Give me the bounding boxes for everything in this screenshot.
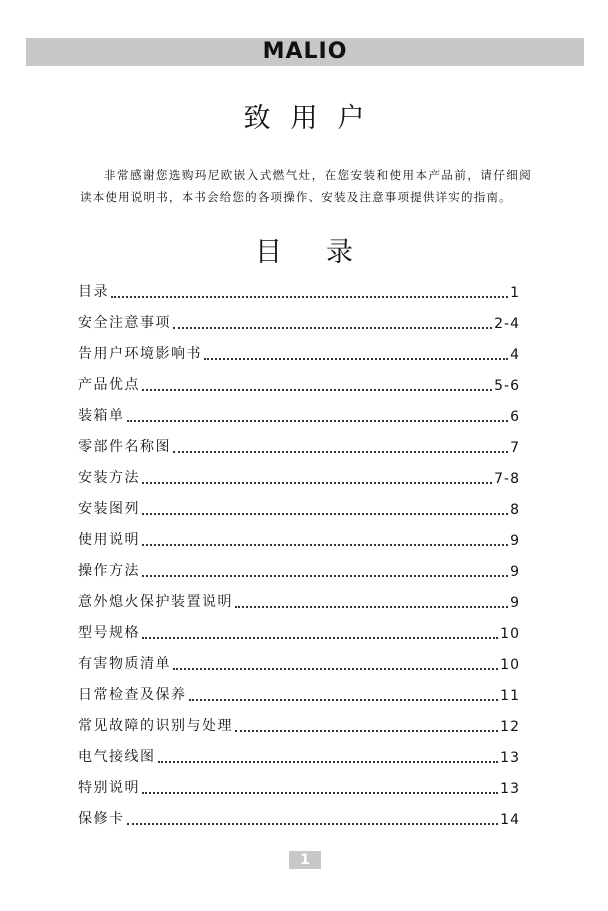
dot-leader [127, 823, 499, 825]
dot-leader [142, 637, 498, 639]
dot-leader [158, 761, 499, 763]
intro-paragraph: 非常感谢您选购玛尼欧嵌入式燃气灶，在您安装和使用本产品前，请仔细阅读本使用说明书，本书会给您的各项操作、安装及注意事项提供详实的指南。 [80, 168, 532, 204]
toc-entry-page: 10 [500, 657, 520, 673]
toc-entry-page: 13 [500, 750, 520, 766]
toc-entry-title: 安装图列 [78, 501, 140, 517]
toc-entry-title: 装箱单 [78, 408, 125, 424]
dot-leader [142, 482, 492, 484]
dot-leader [235, 730, 498, 732]
toc-entry-title: 电气接线图 [78, 749, 156, 765]
toc-entry[interactable] [78, 518, 520, 549]
toc-entry-title: 型号规格 [78, 625, 140, 641]
dot-leader [204, 358, 508, 360]
toc-entry-page: 14 [500, 812, 520, 828]
toc-entry-page: 5-6 [494, 378, 520, 394]
toc-entry-page: 12 [500, 719, 520, 735]
toc-entry-title: 告用户环境影响书 [78, 346, 202, 362]
dot-leader [142, 513, 508, 515]
toc-entry-title: 目录 [78, 284, 109, 300]
dot-leader [173, 451, 508, 453]
dot-leader [142, 544, 508, 546]
toc-entry[interactable] [78, 797, 520, 828]
toc-entry-title: 日常检查及保养 [78, 687, 187, 703]
toc-entry[interactable] [78, 642, 520, 673]
dot-leader [235, 606, 508, 608]
toc-entry-page: 13 [500, 781, 520, 797]
dot-leader [173, 668, 498, 670]
toc-entry[interactable] [78, 735, 520, 766]
toc-entry-title: 使用说明 [78, 532, 140, 548]
toc-entry[interactable] [78, 394, 520, 425]
dot-leader [142, 575, 508, 577]
brand-logo: MALIO [262, 39, 348, 64]
toc-entry[interactable] [78, 301, 520, 332]
header-bar [26, 38, 584, 66]
toc-entry[interactable] [78, 487, 520, 518]
toc-entry-title: 特别说明 [78, 780, 140, 796]
dot-leader [173, 327, 492, 329]
toc-entry[interactable] [78, 704, 520, 735]
toc-entry-title: 安全注意事项 [78, 315, 171, 331]
toc-entry-title: 保修卡 [78, 811, 125, 827]
toc-entry[interactable] [78, 363, 520, 394]
dot-leader [142, 389, 492, 391]
toc-entry[interactable] [78, 580, 520, 611]
toc-entry[interactable] [78, 673, 520, 704]
toc-entry[interactable] [78, 549, 520, 580]
toc-entry[interactable] [78, 766, 520, 797]
toc-entry[interactable] [78, 425, 520, 456]
toc-entry-page: 11 [500, 688, 520, 704]
toc-entry-title: 零部件名称图 [78, 439, 171, 455]
toc-entry[interactable] [78, 332, 520, 363]
toc-entry-title: 产品优点 [78, 377, 140, 393]
toc-entry-page: 9 [510, 564, 520, 580]
toc-entry-page: 7-8 [494, 471, 520, 487]
toc-entry-page: 2-4 [494, 316, 520, 332]
toc-entry-title: 操作方法 [78, 563, 140, 579]
toc-entry-page: 9 [510, 533, 520, 549]
toc-entry-page: 9 [510, 595, 520, 611]
table-of-contents [78, 270, 520, 828]
toc-entry-title: 有害物质清单 [78, 656, 171, 672]
toc-entry-page: 1 [510, 285, 520, 301]
toc-title: 目录 [255, 237, 397, 268]
dot-leader [111, 296, 508, 298]
greeting-title: 致用户 [243, 103, 385, 134]
page-number: 1 [289, 851, 321, 869]
dot-leader [127, 420, 509, 422]
dot-leader [189, 699, 499, 701]
toc-entry[interactable] [78, 611, 520, 642]
toc-entry-title: 意外熄火保护装置说明 [78, 594, 233, 610]
toc-entry-page: 10 [500, 626, 520, 642]
toc-entry-title: 安装方法 [78, 470, 140, 486]
dot-leader [142, 792, 498, 794]
toc-entry[interactable] [78, 456, 520, 487]
toc-entry[interactable] [78, 270, 520, 301]
toc-entry-page: 4 [510, 347, 520, 363]
toc-entry-page: 6 [510, 409, 520, 425]
toc-entry-page: 8 [510, 502, 520, 518]
toc-entry-page: 7 [510, 440, 520, 456]
toc-entry-title: 常见故障的识别与处理 [78, 718, 233, 734]
